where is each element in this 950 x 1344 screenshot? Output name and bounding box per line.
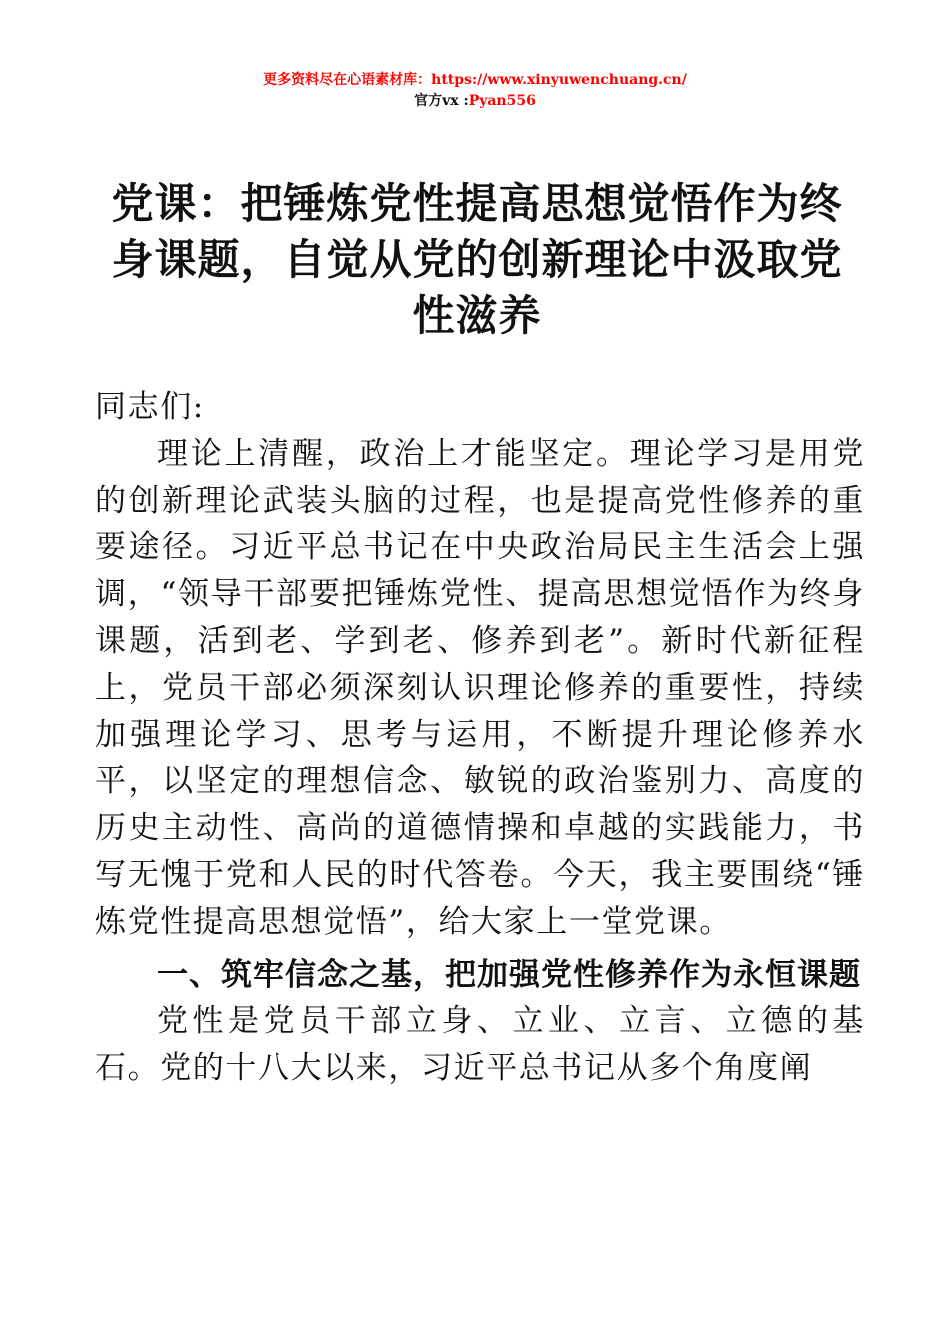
page-header bbox=[0, 70, 950, 112]
document-body bbox=[95, 384, 865, 1092]
intro-paragraph: 理论上清醒，政治上才能坚定。理论学习是用党的创新理论武装头脑的过程，也是提高党性修养的重要途径。习近平总书记在中央政治局民主生活会上强调，“领导干部要把锤炼党性、提高思想觉悟作为终身课题，活到老、学到老、修养到老”。新时代新征程上，党员干部必须深刻认识理论修养的重要性，持续加强理论学习、思考与运用，不断提升理论修养水平，以坚定的理想信念、敏锐的政治鉴别力、高度的历史主动性、高尚的道德情操和卓越的实践能力，书写无愧于党和人民的时代答卷。今天，我主要围绕“锤炼党性提高思想觉悟”，给大家上一堂党课。 bbox=[95, 435, 865, 940]
section-1-paragraph: 党性是党员干部立身、立业、立言、立德的基石。党的十八大以来，习近平总书记从多个角度阐 bbox=[95, 1003, 865, 1087]
header-contact-id: Pyan556 bbox=[468, 93, 536, 109]
document-title: 党课：把锤炼党性提高思想觉悟作为终身课题，自觉从党的创新理论中汲取党性滋养 bbox=[111, 179, 843, 340]
header-contact-label: 官方vx : bbox=[414, 93, 469, 109]
section-heading-1: 一、筑牢信念之基，把加强党性修养作为永恒课题 bbox=[157, 956, 861, 993]
salutation: 同志们: bbox=[95, 389, 205, 425]
header-promo-text: 更多资料尽在心语素材库： bbox=[263, 72, 432, 88]
header-promo-line bbox=[0, 70, 950, 91]
header-promo-url[interactable]: https://www.xinyuwenchuang.cn/ bbox=[431, 72, 687, 88]
header-contact-line bbox=[0, 91, 950, 112]
